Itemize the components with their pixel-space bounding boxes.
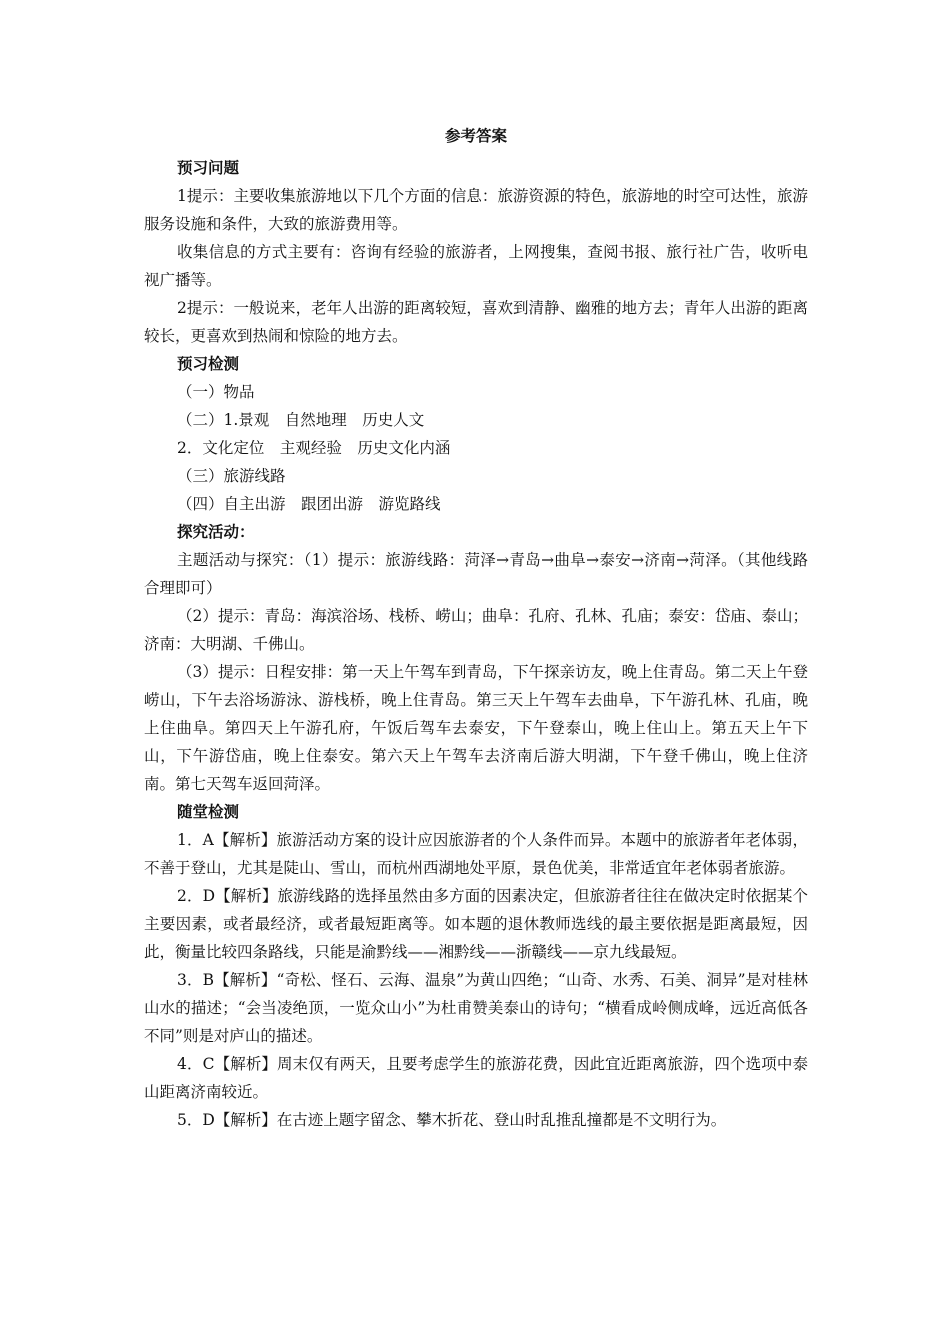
page-title: 参考答案 [444,126,507,145]
answer-document [144,118,808,1134]
list-item: （四）自主出游 跟团出游 游览路线 [177,495,441,513]
list-item: （二）1.景观 自然地理 历史人文 [177,411,425,429]
paragraph: 主题活动与探究：（1）提示：旅游线路：菏泽→青岛→曲阜→泰安→济南→菏泽。（其他线路合理即可） [144,551,808,597]
section-heading-preview-questions: 预习问题 [177,158,240,177]
section-heading-inquiry: 探究活动： [177,522,255,541]
paragraph: 收集信息的方式主要有：咨询有经验的旅游者，上网搜集，查阅书报、旅行社广告，收听电视广播等。 [144,243,808,289]
answer-item: 2．D【解析】旅游线路的选择虽然由多方面的因素决定，但旅游者往往在做决定时依据某个主要因素，或者最经济，或者最短距离等。如本题的退休教师选线的最主要依据是距离最短，因此，衡量比较四条路线，只能是渝黔线——湘黔线——浙赣线——京九线最短。 [144,887,808,961]
section-heading-preview-check: 预习检测 [177,354,240,373]
answer-item: 4．C【解析】周末仅有两天，且要考虑学生的旅游花费，因此宜近距离旅游，四个选项中泰山距离济南较近。 [144,1055,808,1101]
list-item: 2．文化定位 主观经验 历史文化内涵 [177,439,451,457]
answer-item: 3．B【解析】“奇松、怪石、云海、温泉”为黄山四绝；“山奇、水秀、石美、洞异”是对桂林山水的描述；“会当凌绝顶，一览众山小”为杜甫赞美泰山的诗句；“横看成岭侧成峰，远近高低各不同”则是对庐山的描述。 [144,971,808,1045]
answer-item: 5．D【解析】在古迹上题字留念、攀木折花、登山时乱推乱撞都是不文明行为。 [177,1111,727,1129]
paragraph: （2）提示：青岛：海滨浴场、栈桥、崂山；曲阜：孔府、孔林、孔庙；泰安：岱庙、泰山；济南：大明湖、千佛山。 [144,607,808,653]
paragraph: 2提示：一般说来，老年人出游的距离较短，喜欢到清静、幽雅的地方去；青年人出游的距离较长，更喜欢到热闹和惊险的地方去。 [144,299,808,345]
answer-item: 1．A【解析】旅游活动方案的设计应因旅游者的个人条件而异。本题中的旅游者年老体弱，不善于登山，尤其是陡山、雪山，而杭州西湖地处平原，景色优美，非常适宜年老体弱者旅游。 [144,831,808,877]
section-heading-class-check: 随堂检测 [177,802,240,821]
paragraph: 1提示：主要收集旅游地以下几个方面的信息：旅游资源的特色，旅游地的时空可达性，旅游服务设施和条件，大致的旅游费用等。 [144,187,808,233]
list-item: （三）旅游线路 [177,467,286,485]
paragraph: （3）提示：日程安排：第一天上午驾车到青岛，下午探亲访友，晚上住青岛。第二天上午登崂山，下午去浴场游泳、游栈桥，晚上住青岛。第三天上午驾车去曲阜，下午游孔林、孔庙，晚上住曲阜。第四天上午游孔府，午饭后驾车去泰安，下午登泰山，晚上住山上。第五天上午下山，下午游岱庙，晚上住泰安。第六天上午驾车去济南后游大明湖，下午登千佛山，晚上住济南。第七天驾车返回菏泽。 [144,663,808,793]
list-item: （一）物品 [177,383,255,401]
